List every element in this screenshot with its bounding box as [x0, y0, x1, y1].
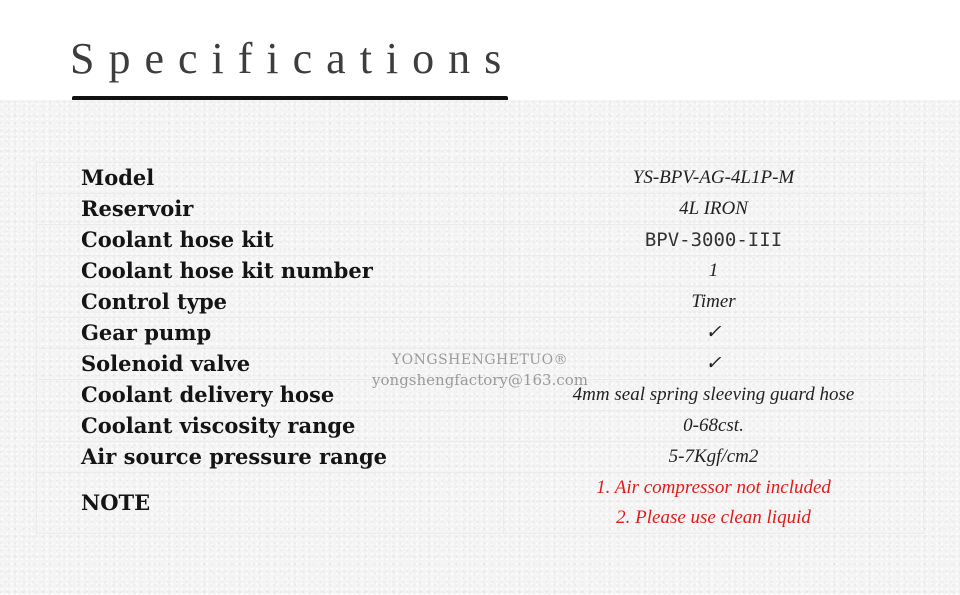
spec-value: YS-BPV-AG-4L1P-M — [504, 163, 924, 194]
header — [0, 0, 960, 100]
spec-label: Coolant viscosity range — [37, 411, 504, 442]
spec-row-air-pressure — [37, 442, 924, 473]
spec-table — [36, 162, 924, 534]
page-title: Specifications — [70, 34, 516, 83]
spec-label: Coolant delivery hose — [37, 380, 504, 411]
spec-row-note — [37, 473, 924, 534]
spec-value: Timer — [504, 287, 924, 318]
check-icon: ✓ — [504, 349, 924, 380]
note-line: 1. Air compressor not included — [596, 477, 831, 498]
check-icon: ✓ — [504, 318, 924, 349]
watermark — [300, 350, 660, 390]
spec-row-reservoir — [37, 194, 924, 225]
spec-label: Reservoir — [37, 194, 504, 225]
spec-value: 5-7Kgf/cm2 — [504, 442, 924, 473]
spec-value: 1 — [504, 256, 924, 287]
spec-row-gear-pump — [37, 318, 924, 349]
note-line: 2. Please use clean liquid — [616, 507, 811, 528]
spec-row-hose-kit-number — [37, 256, 924, 287]
spec-label: Control type — [37, 287, 504, 318]
spec-value: 4L IRON — [504, 194, 924, 225]
spec-label: Coolant hose kit number — [37, 256, 504, 287]
spec-label: Air source pressure range — [37, 442, 504, 473]
note-label: NOTE — [37, 473, 504, 534]
spec-label: Coolant hose kit — [37, 225, 504, 256]
watermark-brand: YONGSHENGHETUO® — [391, 352, 569, 368]
spec-label: Gear pump — [37, 318, 504, 349]
note-value — [504, 473, 924, 534]
spec-value: 0-68cst. — [504, 411, 924, 442]
spec-row-control-type — [37, 287, 924, 318]
spec-value: BPV-3000-III — [504, 225, 924, 256]
spec-label: Solenoid valve — [37, 349, 504, 380]
spec-row-model — [37, 163, 924, 194]
watermark-email: yongshengfactory@163.com — [372, 371, 588, 389]
spec-row-coolant-hose-kit — [37, 225, 924, 256]
spec-value: 4mm seal spring sleeving guard hose — [504, 380, 924, 411]
spec-label: Model — [37, 163, 504, 194]
spec-row-viscosity — [37, 411, 924, 442]
